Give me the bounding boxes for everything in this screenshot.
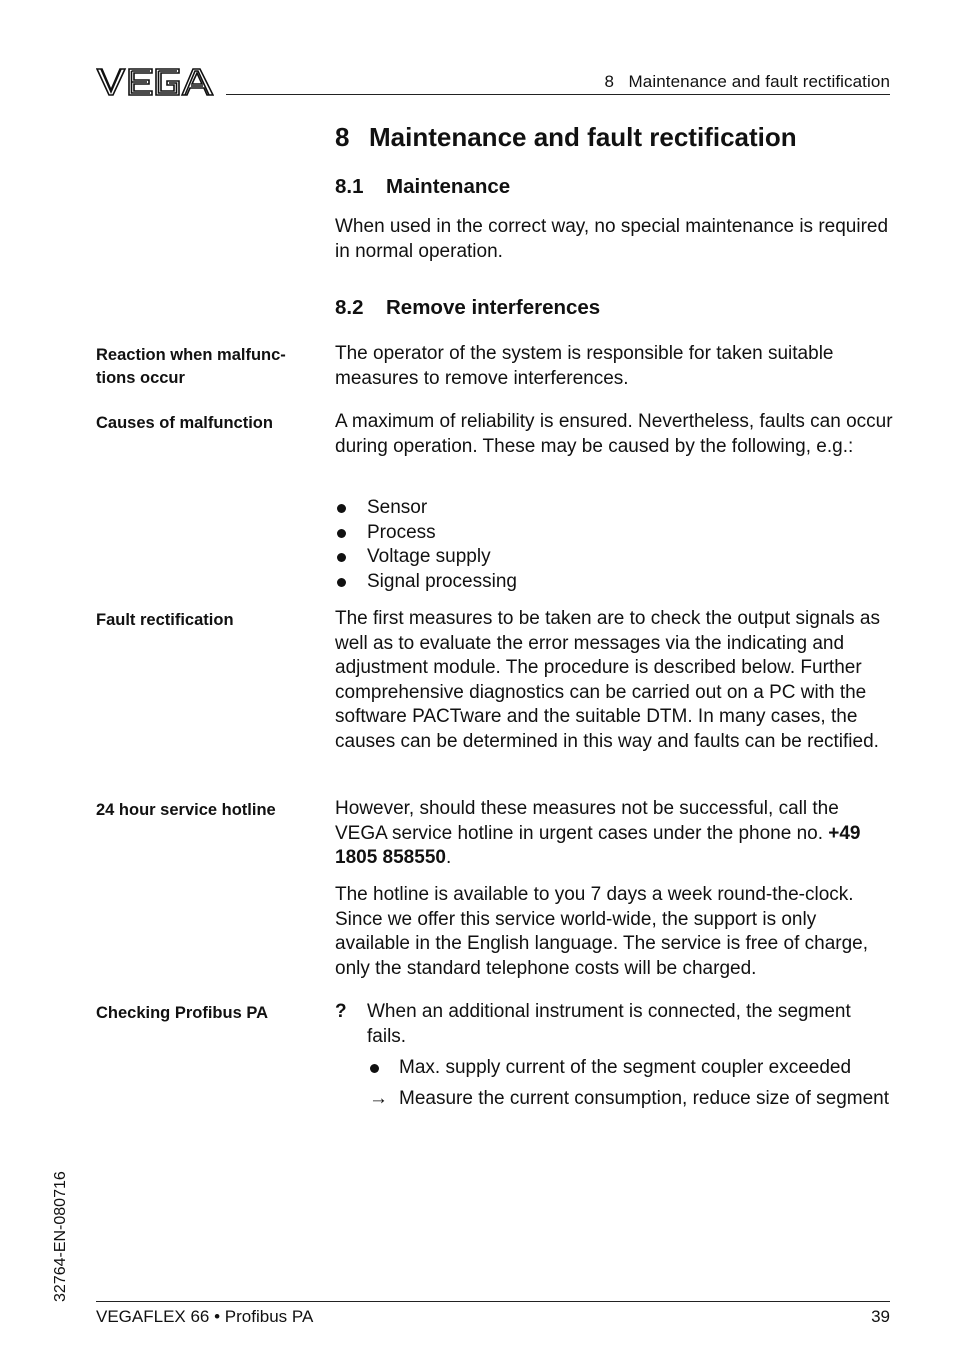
hotline-availability-text: The hotline is available to you 7 days a week round-the-clock. Since we offer this service world-wide, the support is only available in the English language. The service is free of charge, only the standard telephone costs will be charged. [335, 884, 869, 979]
chapter-heading [335, 122, 797, 153]
vega-logo [96, 66, 214, 98]
section-heading-remove-interferences [335, 296, 600, 320]
section-number: 8.2 [335, 296, 364, 319]
causes-text: A maximum of reliability is ensured. Nevertheless, faults can occur during operation. These may be caused by the following, e.g.: [335, 411, 893, 457]
reaction-text: The operator of the system is responsible for taken suitable measures to remove interferences. [335, 343, 834, 389]
section-heading-maintenance [335, 175, 510, 199]
section-number: 8.1 [335, 175, 364, 198]
margin-label-fault-rectification: Fault rectification [96, 611, 234, 629]
margin-label-causes: Causes of malfunction [96, 414, 273, 432]
fault-rectification-text: The first measures to be taken are to check the output signals as well as to evaluate the error messages via the indicating and adjustment module. The procedure is described below. Further comprehensive diagnostics can be carried out on a PC with the software PACTware and the suitable DTM. In many cases, the causes can be determined in this way and faults can be rectified. [335, 608, 880, 752]
list-item: Sensor [335, 496, 517, 521]
bullet-icon [370, 1064, 379, 1073]
section-title: Remove interferences [386, 296, 601, 319]
running-head: 8 Maintenance and fault rectification [604, 72, 890, 91]
maintenance-text: When used in the correct way, no special maintenance is required in normal operation. [335, 216, 889, 262]
bullet-icon [337, 578, 346, 587]
chapter-number: 8 [335, 122, 350, 152]
list-item: Process [335, 521, 517, 546]
question-icon: ? [335, 1001, 347, 1022]
margin-label-hotline: 24 hour service hotline [96, 801, 276, 819]
header-rule [226, 94, 890, 95]
troubleshoot-cause: Max. supply current of the segment coupler exceeded [367, 1056, 897, 1081]
page-number: 39 [871, 1307, 890, 1326]
bullet-icon [337, 504, 346, 513]
hotline-text: However, should these measures not be successful, call the VEGA service hotline in urgent cases under the phone no. +49 1805 858550. [335, 798, 861, 868]
hotline-phone: +49 1805 858550 [335, 822, 861, 868]
margin-label-reaction: Reaction when malfunc- tions occur [96, 346, 286, 387]
section-title: Maintenance [386, 175, 511, 198]
footer-product: VEGAFLEX 66 • Profibus PA [96, 1307, 314, 1326]
troubleshoot-question: ? When an additional instrument is connected, the segment fails. [335, 1001, 851, 1047]
arrow-right-icon: → [369, 1088, 388, 1109]
bullet-icon [337, 529, 346, 538]
list-item: Voltage supply [335, 545, 517, 570]
list-item: Signal processing [335, 570, 517, 595]
bullet-icon [337, 553, 346, 562]
margin-label-profibus: Checking Profibus PA [96, 1004, 269, 1022]
document-code: 32764-EN-080716 [52, 1171, 69, 1302]
footer-rule [96, 1301, 890, 1302]
causes-list [335, 496, 517, 594]
troubleshoot-remedy: → Measure the current consumption, reduce size of segment [367, 1087, 897, 1112]
chapter-title: Maintenance and fault rectification [369, 122, 797, 152]
